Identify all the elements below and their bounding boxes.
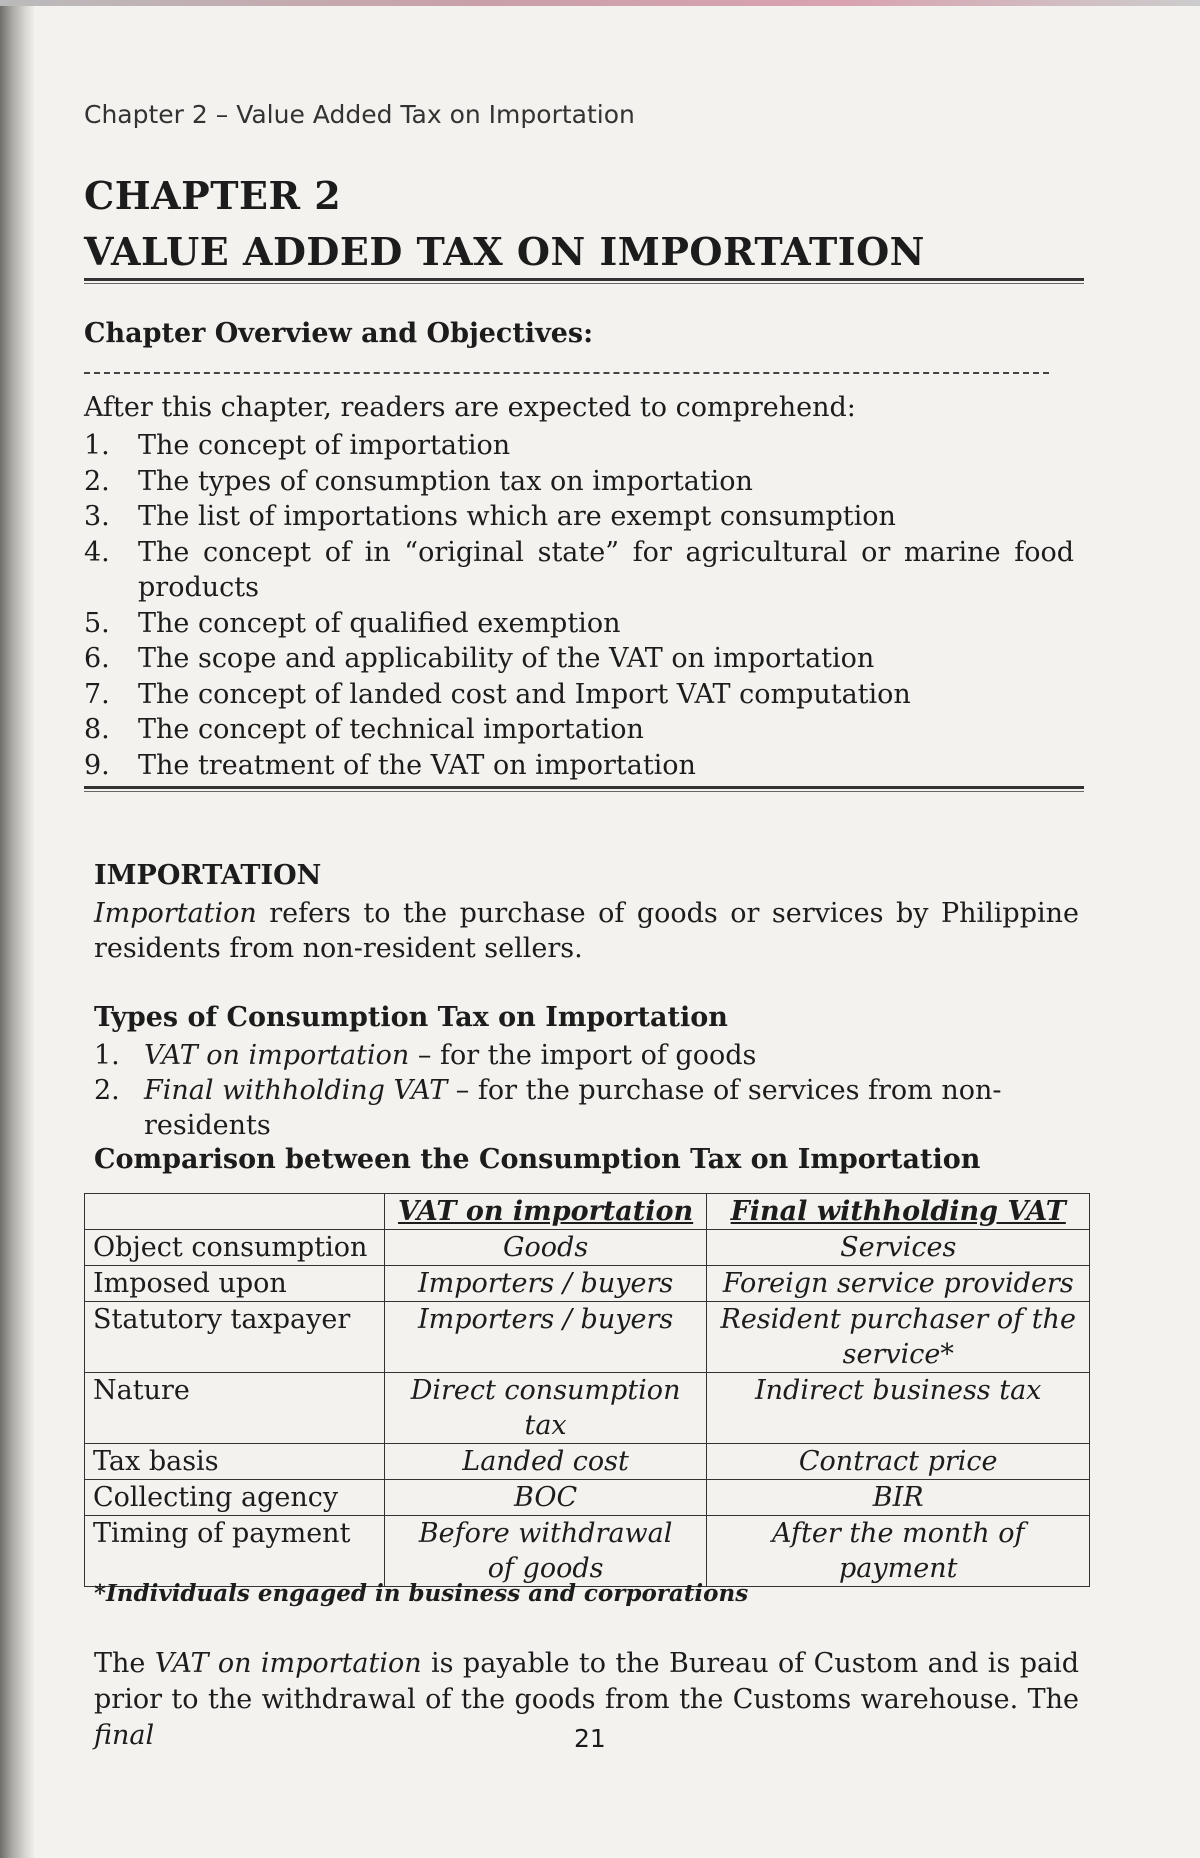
chapter-title-line2: VALUE ADDED TAX ON IMPORTATION bbox=[84, 229, 925, 274]
col-header-vat-importation: VAT on importation bbox=[384, 1194, 707, 1230]
list-item: 1. The concept of importation bbox=[84, 430, 511, 461]
table-row: Object consumption Goods Services bbox=[85, 1230, 1090, 1266]
overview-heading: Chapter Overview and Objectives: bbox=[84, 318, 594, 349]
table-row: Tax basis Landed cost Contract price bbox=[85, 1444, 1090, 1480]
book-spine-shadow bbox=[0, 0, 34, 1858]
importation-heading: IMPORTATION bbox=[94, 860, 322, 891]
table-header-row bbox=[85, 1194, 1090, 1230]
list-item: 1. VAT on importation – for the import of goods bbox=[94, 1040, 757, 1071]
list-item: 9. The treatment of the VAT on importation bbox=[84, 749, 696, 781]
list-item: 7. The concept of landed cost and Import VAT computation bbox=[84, 678, 911, 710]
table-row: Nature Direct consumption tax Indirect business tax bbox=[85, 1373, 1090, 1444]
importation-paragraph: Importation refers to the purchase of goods or services by Philippine residents from non-resident sellers. bbox=[94, 898, 1079, 964]
list-item: 2. Final withholding VAT – for the purchase of services from non-residents bbox=[94, 1075, 1002, 1141]
list-item: 2. The types of consumption tax on importation bbox=[84, 465, 753, 497]
closing-paragraph: The VAT on importation is payable to the Bureau of Custom and is paid prior to the withdrawal of the goods from the Customs warehouse. The final bbox=[94, 1648, 1079, 1751]
table-row: Statutory taxpayer Importers / buyers Resident purchaser of the service* bbox=[85, 1302, 1090, 1373]
table-row: Collecting agency BOC BIR bbox=[85, 1480, 1090, 1516]
page-top-edge bbox=[0, 0, 1200, 6]
page-number: 21 bbox=[574, 1724, 606, 1753]
objectives-rule bbox=[84, 786, 1084, 789]
list-item: 3. The list of importations which are exempt consumption bbox=[84, 501, 896, 532]
dashed-divider bbox=[84, 372, 1049, 374]
col-header-final-withholding: Final withholding VAT bbox=[707, 1194, 1090, 1230]
comparison-table bbox=[84, 1193, 1090, 1587]
comparison-heading: Comparison between the Consumption Tax on Importation bbox=[94, 1144, 981, 1175]
list-item: 6. The scope and applicability of the VAT on importation bbox=[84, 643, 875, 674]
table-footnote: *Individuals engaged in business and corporations bbox=[94, 1580, 749, 1607]
chapter-title-line1: CHAPTER 2 bbox=[84, 173, 342, 218]
chapter-title bbox=[84, 168, 925, 280]
objectives-list bbox=[84, 428, 1074, 783]
table-row: Timing of payment Before withdrawal of goods After the month of payment bbox=[85, 1516, 1090, 1587]
types-list bbox=[94, 1038, 1084, 1143]
table-row: Imposed upon Importers / buyers Foreign service providers bbox=[85, 1266, 1090, 1302]
types-heading: Types of Consumption Tax on Importation bbox=[94, 1002, 728, 1033]
objectives-intro: After this chapter, readers are expected to comprehend: bbox=[84, 392, 856, 423]
running-head: Chapter 2 – Value Added Tax on Importation bbox=[84, 100, 635, 129]
list-item: 4. The concept of in “original state” for agricultural or marine food products bbox=[84, 536, 1074, 603]
list-item: 8. The concept of technical importation bbox=[84, 714, 644, 745]
title-rule bbox=[84, 278, 1084, 281]
list-item: 5. The concept of qualified exemption bbox=[84, 607, 621, 639]
